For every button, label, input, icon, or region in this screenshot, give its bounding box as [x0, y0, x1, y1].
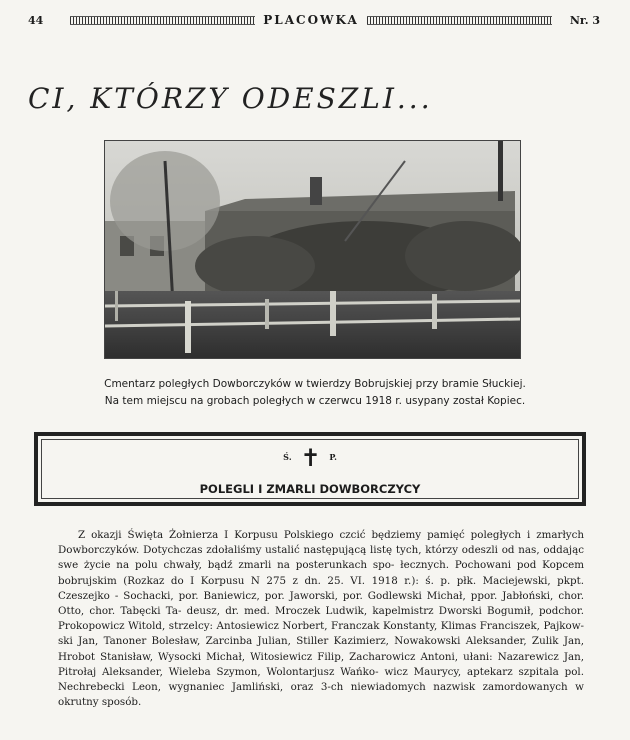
issue-number: Nr. 3 [569, 13, 601, 27]
header-rule-right [367, 16, 552, 25]
body-paragraph: Z okazji Święta Żołnierza I Korpusu Polskiego czcić będziemy pamięć poległych i zmarłych Dowborczyków. Dotychczas zdołaliśmy ustalić następującą listę tych, którzy odeszli od nas, oddając swe życie na polu chwały, bądź zmarli na posterunkach spo- łecznych. Pochowani pod Kopcem bobrujskim (Rozkaz do I Korpusu N 275 z dn. 25. VI. 1918 r.): ś. p. płk. Maciejewski, pkpt. Czeszejko - Sochacki, por. Baniewicz, por. Jaworski, por. Godlewski Michał, ppor. Jabłoński, chor. Otto, chor. Tabęcki Ta- deusz, dr. med. Mroczek Ludwik, kapelmistrz Dworski Bogumił, podchor. Prokopowicz Witold, strzelcy: Antosiewicz Norbert, Franczak Konstanty, Klimas Franciszek, Pajkow- ski Jan, Tanoner Bolesław, Zarcinba Julian, Stiller Kazimierz, Nowakowski Aleksander, Zulik Jan, Hrobot Stanisław, Wysocki Michał, Witosiewicz Filip, Zacharowicz Antoni, ułani: Nazarewicz Jan, Pitrołaj Aleksander, Wieleba Szymon, Wolontarjusz Wańko- wicz Maurycy, aptekarz szpitala pol. Nechrebecki Leon, wygnaniec Jamliński, oraz 3-ch niewiadomych nazwisk zamordowanych w okrutny sposób. [58, 529, 584, 709]
memorial-box [34, 432, 586, 506]
cemetery-photo-illustration [105, 141, 520, 358]
masthead: PLACOWKA [263, 13, 359, 27]
running-header [28, 12, 600, 28]
cemetery-photo [104, 140, 521, 359]
photo-caption-line-1: Cmentarz poległych Dowborczyków w twierdzy Bobrujskiej przy bramie Słuckiej. [104, 378, 526, 390]
photo-caption-line-2: Na tem miejscu na grobach poległych w czerwcu 1918 r. usypany został Kopiec. [104, 395, 526, 407]
memorial-heading [42, 444, 578, 472]
memorial-title: POLEGLI I ZMARLI DOWBORCZYCY [199, 482, 421, 496]
bp-left: Ś. [283, 452, 292, 462]
bp-right: P. [329, 452, 337, 462]
page-number: 44 [28, 13, 44, 27]
memorial-box-inner [41, 439, 579, 499]
photo-caption [60, 376, 570, 410]
header-rule-left [70, 16, 255, 25]
article-title: CI, KTÓRZY ODESZLI... [28, 82, 433, 115]
cross-icon: ✝ [300, 444, 321, 472]
article-body [58, 528, 584, 710]
